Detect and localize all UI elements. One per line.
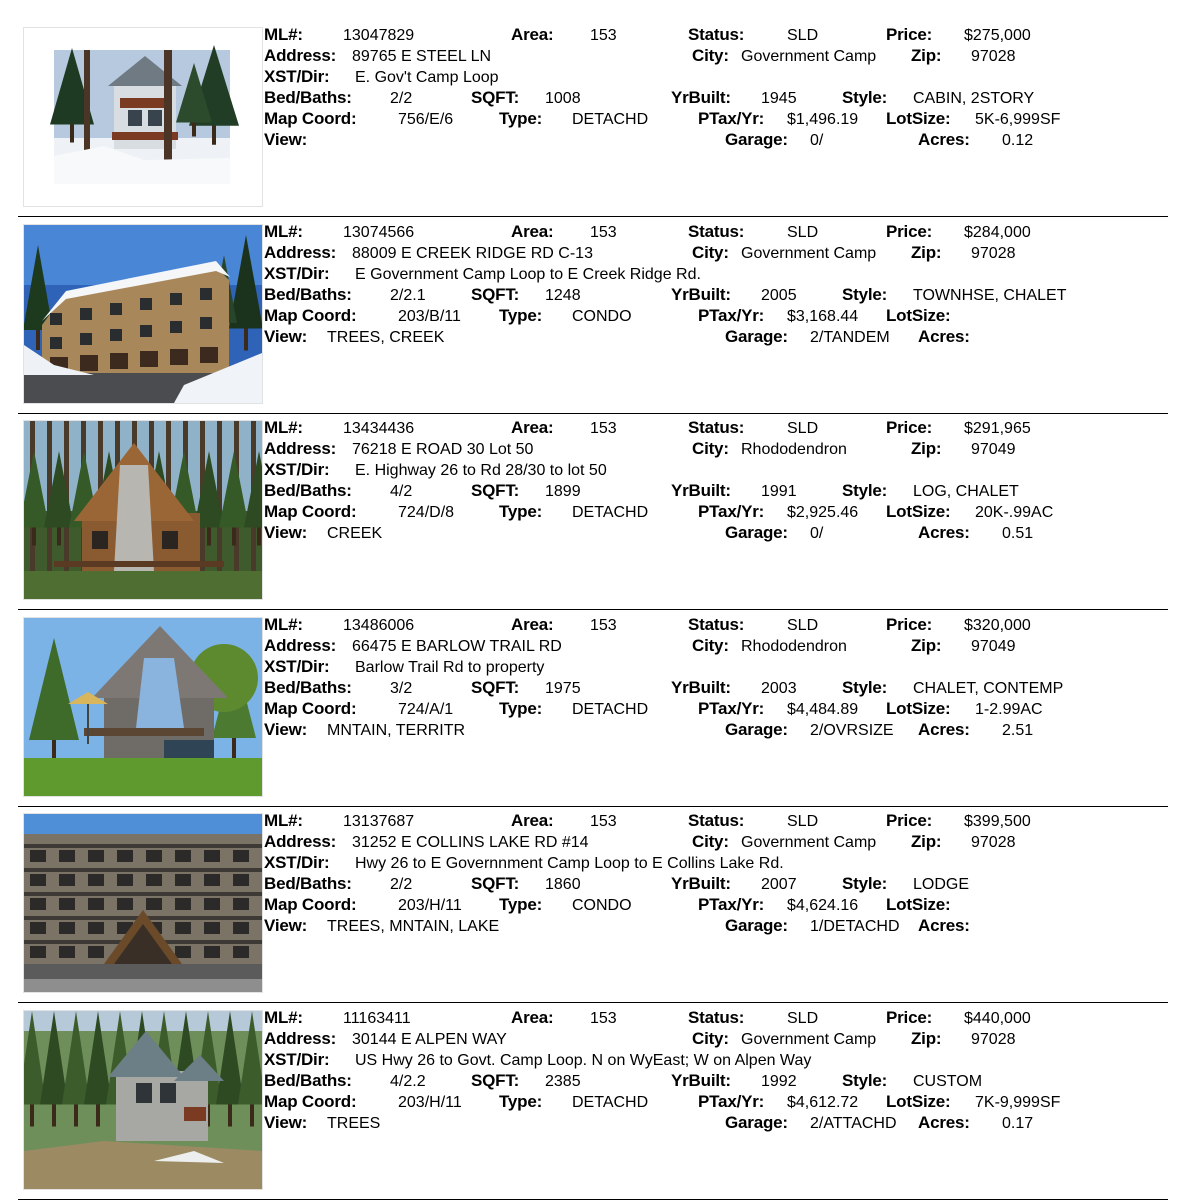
zip-label: Zip: bbox=[911, 1028, 942, 1048]
bedbaths-value: 4/2.2 bbox=[390, 1072, 426, 1090]
type-value: DETACHD bbox=[572, 1093, 649, 1111]
type-label: Type: bbox=[499, 698, 543, 718]
mapcoord-label: Map Coord: bbox=[264, 895, 357, 914]
area-value: 153 bbox=[590, 813, 617, 830]
price-label: Price: bbox=[886, 614, 933, 634]
style-value: TOWNHSE, CHALET bbox=[913, 286, 1067, 304]
listing-photo[interactable] bbox=[23, 813, 263, 993]
xst-value: E Government Camp Loop to E Creek Ridge Rd. bbox=[355, 265, 701, 283]
zip-label: Zip: bbox=[911, 439, 942, 458]
type-value: CONDO bbox=[572, 897, 632, 914]
lotsize-value: 1-2.99AC bbox=[975, 700, 1043, 718]
custom-house-photo bbox=[24, 1011, 262, 1189]
view-value: TREES, CREEK bbox=[327, 328, 445, 346]
city-value: Government Camp bbox=[741, 244, 877, 262]
zip-label: Zip: bbox=[911, 46, 942, 65]
xst-value: Hwy 26 to E Governnment Camp Loop to E Collins Lake Rd. bbox=[355, 855, 784, 872]
ml-label: ML#: bbox=[264, 1007, 303, 1027]
area-label: Area: bbox=[511, 811, 554, 830]
zip-value: 97049 bbox=[971, 637, 1016, 655]
ptax-value: $4,484.89 bbox=[787, 700, 859, 718]
status-value: SLD bbox=[787, 223, 819, 241]
area-label: Area: bbox=[511, 221, 554, 241]
style-label: Style: bbox=[842, 481, 888, 500]
city-value: Government Camp bbox=[741, 1030, 877, 1048]
bedbaths-label: Bed/Baths: bbox=[264, 284, 352, 304]
acres-label: Acres: bbox=[918, 523, 970, 542]
city-value: Government Camp bbox=[741, 834, 877, 851]
xst-label: XST/Dir: bbox=[264, 853, 330, 872]
lotsize-label: LotSize: bbox=[886, 305, 951, 325]
status-label: Status: bbox=[688, 221, 745, 241]
mapcoord-label: Map Coord: bbox=[264, 698, 357, 718]
lotsize-label: LotSize: bbox=[886, 502, 951, 521]
price-value: $399,500 bbox=[964, 813, 1031, 830]
acres-label: Acres: bbox=[918, 130, 970, 149]
price-value: $320,000 bbox=[964, 616, 1031, 634]
city-label: City: bbox=[692, 1028, 729, 1048]
style-label: Style: bbox=[842, 1070, 888, 1090]
style-label: Style: bbox=[842, 874, 888, 893]
zip-value: 97049 bbox=[971, 441, 1016, 458]
ptax-value: $4,624.16 bbox=[787, 897, 859, 914]
zip-label: Zip: bbox=[911, 832, 942, 851]
address-value: 31252 E COLLINS LAKE RD #14 bbox=[352, 834, 589, 851]
ptax-label: PTax/Yr: bbox=[698, 1091, 765, 1111]
view-label: View: bbox=[264, 1112, 308, 1132]
garage-label: Garage: bbox=[725, 719, 788, 739]
lotsize-label: LotSize: bbox=[886, 1091, 951, 1111]
price-label: Price: bbox=[886, 25, 933, 44]
lotsize-value: 7K-9,999SF bbox=[975, 1093, 1061, 1111]
status-label: Status: bbox=[688, 1007, 745, 1027]
type-label: Type: bbox=[499, 109, 543, 128]
type-label: Type: bbox=[499, 895, 543, 914]
price-value: $440,000 bbox=[964, 1009, 1031, 1027]
view-value: MNTAIN, TERRITR bbox=[327, 721, 466, 739]
sqft-value: 1975 bbox=[545, 679, 581, 697]
area-value: 153 bbox=[590, 1009, 617, 1027]
zip-value: 97028 bbox=[971, 1030, 1016, 1048]
garage-label: Garage: bbox=[725, 916, 788, 935]
lodge-condo-photo bbox=[24, 814, 262, 992]
zip-value: 97028 bbox=[971, 834, 1016, 851]
yrbuilt-label: YrBuilt: bbox=[671, 677, 731, 697]
address-label: Address: bbox=[264, 1028, 337, 1048]
area-label: Area: bbox=[511, 25, 554, 44]
xst-value: E. Gov't Camp Loop bbox=[355, 69, 499, 86]
area-label: Area: bbox=[511, 614, 554, 634]
city-value: Rhododendron bbox=[741, 637, 847, 655]
acres-value: 2.51 bbox=[1002, 721, 1034, 739]
view-label: View: bbox=[264, 326, 308, 346]
sqft-value: 1008 bbox=[545, 90, 581, 107]
yrbuilt-value: 2007 bbox=[761, 876, 797, 893]
view-value: CREEK bbox=[327, 525, 383, 542]
mapcoord-value: 203/B/11 bbox=[398, 307, 461, 325]
listing-separator bbox=[18, 1199, 1168, 1200]
view-label: View: bbox=[264, 130, 308, 149]
contemp-chalet-photo bbox=[24, 618, 262, 796]
price-label: Price: bbox=[886, 811, 933, 830]
ml-label: ML#: bbox=[264, 25, 303, 44]
lotsize-label: LotSize: bbox=[886, 109, 951, 128]
lotsize-value: 20K-.99AC bbox=[975, 504, 1054, 521]
listing-5 bbox=[0, 786, 1202, 982]
ptax-label: PTax/Yr: bbox=[698, 698, 765, 718]
acres-value: 0.51 bbox=[1002, 525, 1034, 542]
view-value: TREES bbox=[327, 1114, 381, 1132]
mapcoord-label: Map Coord: bbox=[264, 109, 357, 128]
sqft-label: SQFT: bbox=[471, 481, 520, 500]
status-value: SLD bbox=[787, 1009, 819, 1027]
zip-label: Zip: bbox=[911, 635, 942, 655]
sqft-label: SQFT: bbox=[471, 874, 520, 893]
style-label: Style: bbox=[842, 677, 888, 697]
xst-value: US Hwy 26 to Govt. Camp Loop. N on WyEast; W on Alpen Way bbox=[355, 1051, 812, 1069]
ptax-label: PTax/Yr: bbox=[698, 109, 765, 128]
listing-photo[interactable] bbox=[23, 224, 263, 404]
status-value: SLD bbox=[787, 813, 819, 830]
area-value: 153 bbox=[590, 27, 617, 44]
mapcoord-value: 724/D/8 bbox=[398, 504, 455, 521]
garage-label: Garage: bbox=[725, 130, 788, 149]
address-label: Address: bbox=[264, 635, 337, 655]
style-value: CHALET, CONTEMP bbox=[913, 679, 1064, 697]
mapcoord-label: Map Coord: bbox=[264, 305, 357, 325]
ptax-value: $2,925.46 bbox=[787, 504, 859, 521]
address-label: Address: bbox=[264, 832, 337, 851]
price-label: Price: bbox=[886, 418, 933, 437]
bedbaths-label: Bed/Baths: bbox=[264, 677, 352, 697]
bedbaths-value: 4/2 bbox=[390, 483, 413, 500]
status-label: Status: bbox=[688, 418, 745, 437]
style-value: LOG, CHALET bbox=[913, 483, 1019, 500]
ptax-label: PTax/Yr: bbox=[698, 305, 765, 325]
sqft-label: SQFT: bbox=[471, 284, 520, 304]
listing-photo[interactable] bbox=[23, 1010, 263, 1190]
sqft-value: 1248 bbox=[545, 286, 581, 304]
garage-value: 2/ATTACHD bbox=[810, 1114, 897, 1132]
xst-value: E. Highway 26 to Rd 28/30 to lot 50 bbox=[355, 462, 607, 479]
zip-label: Zip: bbox=[911, 242, 942, 262]
sqft-value: 1899 bbox=[545, 483, 581, 500]
ptax-label: PTax/Yr: bbox=[698, 895, 765, 914]
price-label: Price: bbox=[886, 221, 933, 241]
yrbuilt-value: 2003 bbox=[761, 679, 797, 697]
city-label: City: bbox=[692, 242, 729, 262]
snow-cabin-photo bbox=[24, 28, 262, 206]
listing-6 bbox=[0, 983, 1202, 1179]
bedbaths-label: Bed/Baths: bbox=[264, 874, 352, 893]
yrbuilt-label: YrBuilt: bbox=[671, 874, 731, 893]
price-value: $284,000 bbox=[964, 223, 1031, 241]
yrbuilt-label: YrBuilt: bbox=[671, 284, 731, 304]
acres-value: 0.12 bbox=[1002, 132, 1034, 149]
price-value: $275,000 bbox=[964, 27, 1031, 44]
price-value: $291,965 bbox=[964, 420, 1031, 437]
yrbuilt-value: 1991 bbox=[761, 483, 797, 500]
ml-label: ML#: bbox=[264, 614, 303, 634]
style-value: LODGE bbox=[913, 876, 970, 893]
type-value: DETACHD bbox=[572, 504, 649, 521]
ptax-label: PTax/Yr: bbox=[698, 502, 765, 521]
status-label: Status: bbox=[688, 811, 745, 830]
style-value: CABIN, 2STORY bbox=[913, 90, 1035, 107]
mapcoord-value: 724/A/1 bbox=[398, 700, 454, 718]
address-label: Address: bbox=[264, 242, 337, 262]
ml-value: 13074566 bbox=[343, 223, 415, 241]
lotsize-label: LotSize: bbox=[886, 895, 951, 914]
acres-label: Acres: bbox=[918, 916, 970, 935]
city-label: City: bbox=[692, 46, 729, 65]
garage-value: 1/DETACHD bbox=[810, 918, 900, 935]
garage-value: 2/OVRSIZE bbox=[810, 721, 894, 739]
yrbuilt-value: 2005 bbox=[761, 286, 797, 304]
area-label: Area: bbox=[511, 418, 554, 437]
bedbaths-label: Bed/Baths: bbox=[264, 1070, 352, 1090]
acres-label: Acres: bbox=[918, 1112, 970, 1132]
area-value: 153 bbox=[590, 223, 617, 241]
style-label: Style: bbox=[842, 284, 888, 304]
ml-value: 11163411 bbox=[343, 1009, 411, 1027]
ptax-value: $4,612.72 bbox=[787, 1093, 859, 1111]
lotsize-label: LotSize: bbox=[886, 698, 951, 718]
xst-label: XST/Dir: bbox=[264, 263, 330, 283]
ptax-value: $1,496.19 bbox=[787, 111, 859, 128]
area-label: Area: bbox=[511, 1007, 554, 1027]
status-label: Status: bbox=[688, 25, 745, 44]
garage-label: Garage: bbox=[725, 326, 788, 346]
type-value: CONDO bbox=[572, 307, 632, 325]
status-value: SLD bbox=[787, 616, 819, 634]
address-label: Address: bbox=[264, 439, 337, 458]
yrbuilt-label: YrBuilt: bbox=[671, 481, 731, 500]
address-value: 89765 E STEEL LN bbox=[352, 48, 492, 65]
ml-label: ML#: bbox=[264, 418, 303, 437]
xst-label: XST/Dir: bbox=[264, 1049, 330, 1069]
listing-2 bbox=[0, 197, 1202, 393]
ptax-value: $3,168.44 bbox=[787, 307, 859, 325]
yrbuilt-value: 1992 bbox=[761, 1072, 797, 1090]
mapcoord-label: Map Coord: bbox=[264, 502, 357, 521]
status-value: SLD bbox=[787, 27, 819, 44]
garage-label: Garage: bbox=[725, 523, 788, 542]
xst-label: XST/Dir: bbox=[264, 460, 330, 479]
ml-value: 13434436 bbox=[343, 420, 415, 437]
type-value: DETACHD bbox=[572, 700, 649, 718]
yrbuilt-label: YrBuilt: bbox=[671, 1070, 731, 1090]
log-chalet-photo bbox=[24, 421, 262, 599]
bedbaths-value: 2/2 bbox=[390, 90, 413, 107]
townhouses-photo bbox=[24, 225, 262, 403]
price-label: Price: bbox=[886, 1007, 933, 1027]
address-label: Address: bbox=[264, 46, 337, 65]
type-value: DETACHD bbox=[572, 111, 649, 128]
mapcoord-value: 756/E/6 bbox=[398, 111, 454, 128]
city-value: Rhododendron bbox=[741, 441, 847, 458]
xst-label: XST/Dir: bbox=[264, 656, 330, 676]
bedbaths-value: 2/2 bbox=[390, 876, 413, 893]
type-label: Type: bbox=[499, 305, 543, 325]
xst-value: Barlow Trail Rd to property bbox=[355, 658, 545, 676]
sqft-label: SQFT: bbox=[471, 1070, 520, 1090]
area-value: 153 bbox=[590, 420, 617, 437]
acres-value: 0.17 bbox=[1002, 1114, 1034, 1132]
garage-value: 2/TANDEM bbox=[810, 328, 890, 346]
zip-value: 97028 bbox=[971, 244, 1016, 262]
listing-4 bbox=[0, 590, 1202, 786]
zip-value: 97028 bbox=[971, 48, 1016, 65]
address-value: 76218 E ROAD 30 Lot 50 bbox=[352, 441, 534, 458]
city-label: City: bbox=[692, 439, 729, 458]
view-label: View: bbox=[264, 523, 308, 542]
acres-label: Acres: bbox=[918, 326, 970, 346]
bedbaths-value: 3/2 bbox=[390, 679, 413, 697]
address-value: 30144 E ALPEN WAY bbox=[352, 1030, 507, 1048]
listing-photo[interactable] bbox=[23, 27, 263, 207]
ml-label: ML#: bbox=[264, 811, 303, 830]
style-value: CUSTOM bbox=[913, 1072, 983, 1090]
bedbaths-label: Bed/Baths: bbox=[264, 88, 352, 107]
sqft-value: 2385 bbox=[545, 1072, 581, 1090]
sqft-value: 1860 bbox=[545, 876, 581, 893]
garage-value: 0/ bbox=[810, 525, 824, 542]
yrbuilt-label: YrBuilt: bbox=[671, 88, 731, 107]
yrbuilt-value: 1945 bbox=[761, 90, 797, 107]
status-label: Status: bbox=[688, 614, 745, 634]
bedbaths-label: Bed/Baths: bbox=[264, 481, 352, 500]
view-value: TREES, MNTAIN, LAKE bbox=[327, 918, 500, 935]
sqft-label: SQFT: bbox=[471, 677, 520, 697]
listing-photo[interactable] bbox=[23, 420, 263, 600]
listing-photo[interactable] bbox=[23, 617, 263, 797]
address-value: 66475 E BARLOW TRAIL RD bbox=[352, 637, 562, 655]
city-label: City: bbox=[692, 635, 729, 655]
mapcoord-value: 203/H/11 bbox=[398, 897, 462, 914]
city-label: City: bbox=[692, 832, 729, 851]
acres-label: Acres: bbox=[918, 719, 970, 739]
address-value: 88009 E CREEK RIDGE RD C-13 bbox=[352, 244, 593, 262]
ml-value: 13047829 bbox=[343, 27, 415, 44]
garage-value: 0/ bbox=[810, 132, 824, 149]
city-value: Government Camp bbox=[741, 48, 877, 65]
area-value: 153 bbox=[590, 616, 617, 634]
style-label: Style: bbox=[842, 88, 888, 107]
ml-value: 13486006 bbox=[343, 616, 415, 634]
status-value: SLD bbox=[787, 420, 819, 437]
view-label: View: bbox=[264, 916, 308, 935]
type-label: Type: bbox=[499, 502, 543, 521]
ml-label: ML#: bbox=[264, 221, 303, 241]
mapcoord-label: Map Coord: bbox=[264, 1091, 357, 1111]
bedbaths-value: 2/2.1 bbox=[390, 286, 426, 304]
view-label: View: bbox=[264, 719, 308, 739]
mapcoord-value: 203/H/11 bbox=[398, 1093, 462, 1111]
ml-value: 13137687 bbox=[343, 813, 415, 830]
garage-label: Garage: bbox=[725, 1112, 788, 1132]
listing-1 bbox=[0, 0, 1202, 196]
xst-label: XST/Dir: bbox=[264, 67, 330, 86]
sqft-label: SQFT: bbox=[471, 88, 520, 107]
listing-3 bbox=[0, 393, 1202, 589]
type-label: Type: bbox=[499, 1091, 543, 1111]
lotsize-value: 5K-6,999SF bbox=[975, 111, 1061, 128]
